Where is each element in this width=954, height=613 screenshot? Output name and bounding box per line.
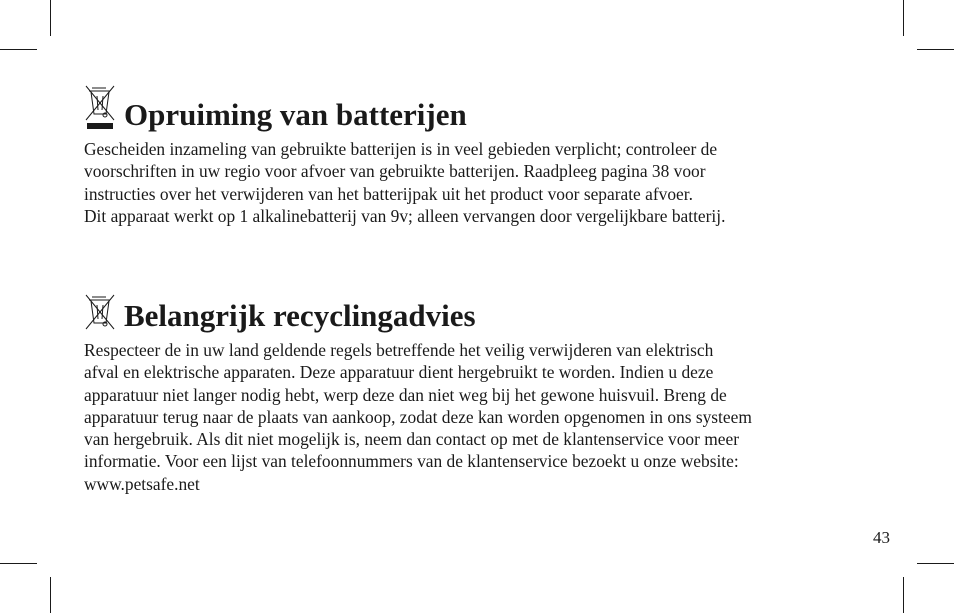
section-body (84, 138, 884, 227)
section-heading (84, 84, 884, 132)
body-line: apparatuur terug naar de plaats van aankoop, zodat deze kan worden opgenomen in ons systeem (84, 406, 752, 427)
page-number: 43 (873, 528, 890, 547)
crop-mark (903, 577, 904, 613)
body-line: voorschriften in uw regio voor afvoer van gebruikte batterijen. Raadpleeg pagina 38 voor (84, 161, 706, 182)
crop-mark (917, 563, 954, 564)
body-line: afval en elektrische apparaten. Deze apparatuur dient hergebruikt te worden. Indien u deze (84, 362, 714, 383)
section-body (84, 339, 884, 495)
body-line: Gescheiden inzameling van gebruikte batterijen is in veel gebieden verplicht; controleer de (84, 139, 718, 159)
battery-disposal-section (84, 84, 884, 227)
body-line: Dit apparaat werkt op 1 alkalinebatterij van 9v; alleen vervangen door vergelijkbare batterij. (84, 205, 726, 226)
crop-mark (50, 577, 51, 613)
body-line: Respecteer de in uw land geldende regels betreffende het veilig verwijderen van elektrisch (84, 340, 714, 360)
website-link: www.petsafe.net (84, 473, 200, 494)
section-title: Belangrijk recyclingadvies (124, 298, 476, 333)
recycling-advice-section (84, 293, 884, 495)
crop-mark (0, 563, 37, 564)
body-line: informatie. Voor een lijst van telefoonnummers van de klantenservice bezoekt u onze website: (84, 451, 739, 472)
body-line: instructies over het verwijderen van het batterijpak uit het product voor separate afvoer. (84, 183, 693, 204)
crop-mark (903, 0, 904, 36)
body-line: van hergebruik. Als dit niet mogelijk is, neem dan contact op met de klantenservice voor meer (84, 429, 740, 450)
body-line: apparatuur niet langer nodig hebt, werp deze dan niet weg bij het gewone huisvuil. Breng de (84, 384, 727, 405)
section-title: Opruiming van batterijen (124, 97, 467, 132)
crop-mark (917, 49, 954, 50)
section-heading (84, 293, 884, 333)
crop-mark (0, 49, 37, 50)
crop-mark (50, 0, 51, 36)
crossed-out-wheelie-bin-icon (84, 84, 118, 132)
crossed-out-wheelie-bin-icon (84, 293, 118, 333)
